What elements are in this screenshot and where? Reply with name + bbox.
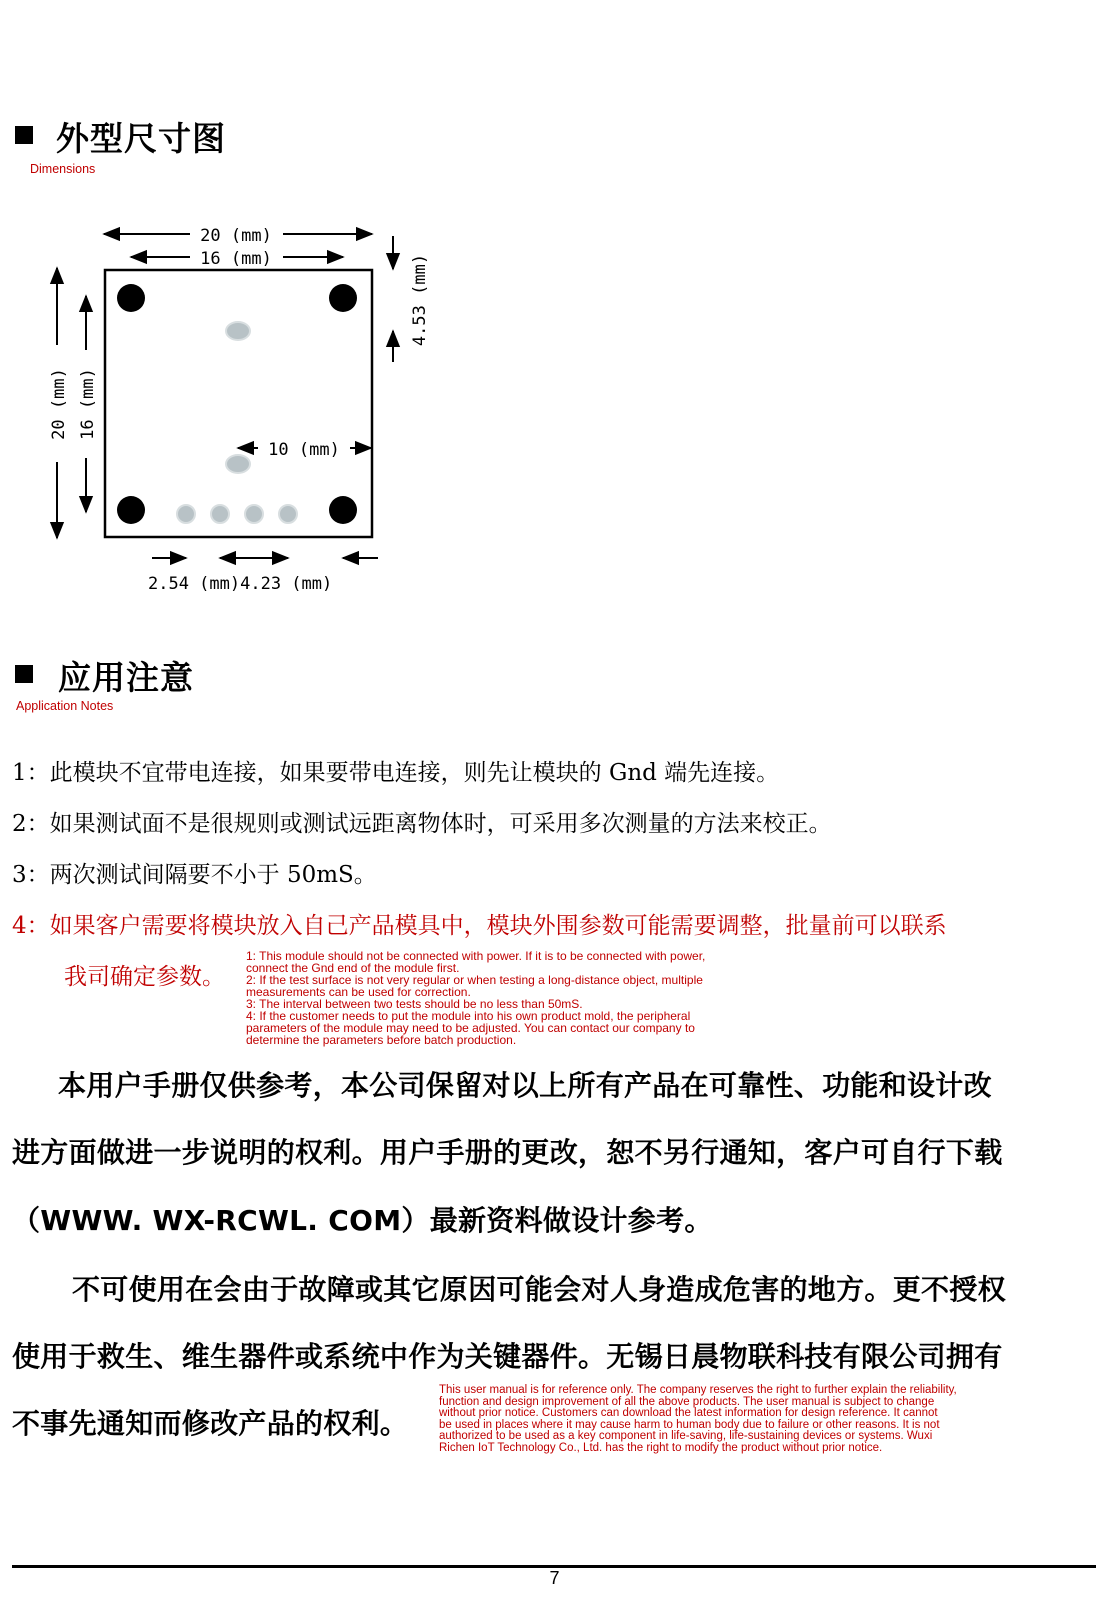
note-4: 4：如果客户需要将模块放入自己产品模具中，模块外围参数可能需要调整，批量前可以联系	[12, 913, 947, 939]
mounting-hole	[117, 284, 145, 312]
disclaimer-line-3: （WWW. WX-RCWL. COM）最新资料做设计参考。	[12, 1204, 713, 1237]
pin-pad	[177, 505, 195, 523]
disclaimer-english-line: Richen IoT Technology Co., Ltd. has the right to modify the product without prior notice.	[439, 1441, 883, 1454]
dim-bottom: 2.54 (mm)4.23 (mm)	[148, 574, 333, 594]
dim-left-inner: 16 (mm)	[78, 368, 98, 440]
disclaimer-line-6: 不事先通知而修改产品的权利。	[12, 1407, 409, 1440]
notes-english-line: determine the parameters before batch production.	[246, 1033, 517, 1047]
disclaimer-english-line: This user manual is for reference only. The company reserves the right to further explain the reliability,	[439, 1384, 957, 1396]
section-bullet-icon	[15, 126, 33, 144]
disclaimer-english-line: authorized to be used as a key component in life-saving, life-sustaining devices or systems. Wuxi	[439, 1430, 933, 1442]
disclaimer-english	[439, 1385, 957, 1454]
section-subtitle-dimensions: Dimensions	[30, 162, 96, 176]
notes-english-line: 1: This module should not be connected with power. If it is to be connected with power,	[246, 949, 706, 963]
note-3: 3：两次测试间隔要不小于 50mS。	[12, 862, 377, 888]
dim-center: 10 (mm)	[268, 440, 340, 460]
sensor-pad	[226, 322, 250, 340]
mounting-hole	[117, 496, 145, 524]
note-2: 2：如果测试面不是很规则或测试远距离物体时，可采用多次测量的方法来校正。	[12, 811, 832, 837]
disclaimer-english-line: without prior notice. Customers can download the latest information for design reference. It cannot	[439, 1407, 938, 1419]
note-4-continued: 我司确定参数。	[64, 964, 225, 990]
disclaimer-english-line: be used in places where it may cause harm to human body due to failure or other reasons. It is not	[439, 1418, 940, 1431]
notes-english-line: connect the Gnd end of the module first.	[246, 961, 460, 975]
pin-pad	[279, 505, 297, 523]
note-1: 1：此模块不宜带电连接，如果要带电连接，则先让模块的 Gnd 端先连接。	[12, 760, 780, 786]
pin-pad	[245, 505, 263, 523]
notes-english	[246, 950, 705, 1046]
board-outline	[105, 270, 372, 537]
disclaimer-english-line: function and design improvement of all the above products. The user manual is subject to change	[439, 1395, 935, 1408]
pin-pad	[211, 505, 229, 523]
dim-right: 4.53 (mm)	[410, 253, 430, 347]
section-title-dimensions: 外型尺寸图	[56, 119, 226, 158]
dim-top-inner: 16 (mm)	[200, 249, 272, 269]
disclaimer-line-1: 本用户手册仅供参考，本公司保留对以上所有产品在可靠性、功能和设计改	[58, 1069, 992, 1102]
dim-left-outer: 20 (mm)	[49, 368, 69, 440]
notes-english-line: 4: If the customer needs to put the module into his own product mold, the peripheral	[246, 1009, 691, 1023]
mounting-hole	[329, 496, 357, 524]
notes-english-line: 2: If the test surface is not very regular or when testing a long-distance object, multiple	[246, 973, 703, 987]
dimension-drawing	[0, 200, 460, 610]
sensor-pad	[226, 455, 250, 473]
notes-english-line: measurements can be used for correction.	[246, 985, 471, 999]
mounting-hole	[329, 284, 357, 312]
disclaimer-line-4: 不可使用在会由于故障或其它原因可能会对人身造成危害的地方。更不授权	[72, 1273, 1006, 1306]
disclaimer-line-2: 进方面做进一步说明的权利。用户手册的更改，恕不另行通知，客户可自行下载	[12, 1136, 1003, 1169]
disclaimer-line-5: 使用于救生、维生器件或系统中作为关键器件。无锡日晨物联科技有限公司拥有	[12, 1340, 1003, 1373]
dim-top-outer: 20 (mm)	[200, 226, 272, 246]
section-title-application-notes: 应用注意	[58, 658, 194, 697]
notes-english-line: parameters of the module may need to be adjusted. You can contact our company to	[246, 1021, 695, 1035]
section-bullet-icon	[15, 665, 33, 683]
page-number: 7	[549, 1568, 560, 1588]
section-subtitle-application-notes: Application Notes	[16, 699, 114, 713]
notes-english-line: 3: The interval between two tests should be no less than 50mS.	[246, 997, 583, 1011]
